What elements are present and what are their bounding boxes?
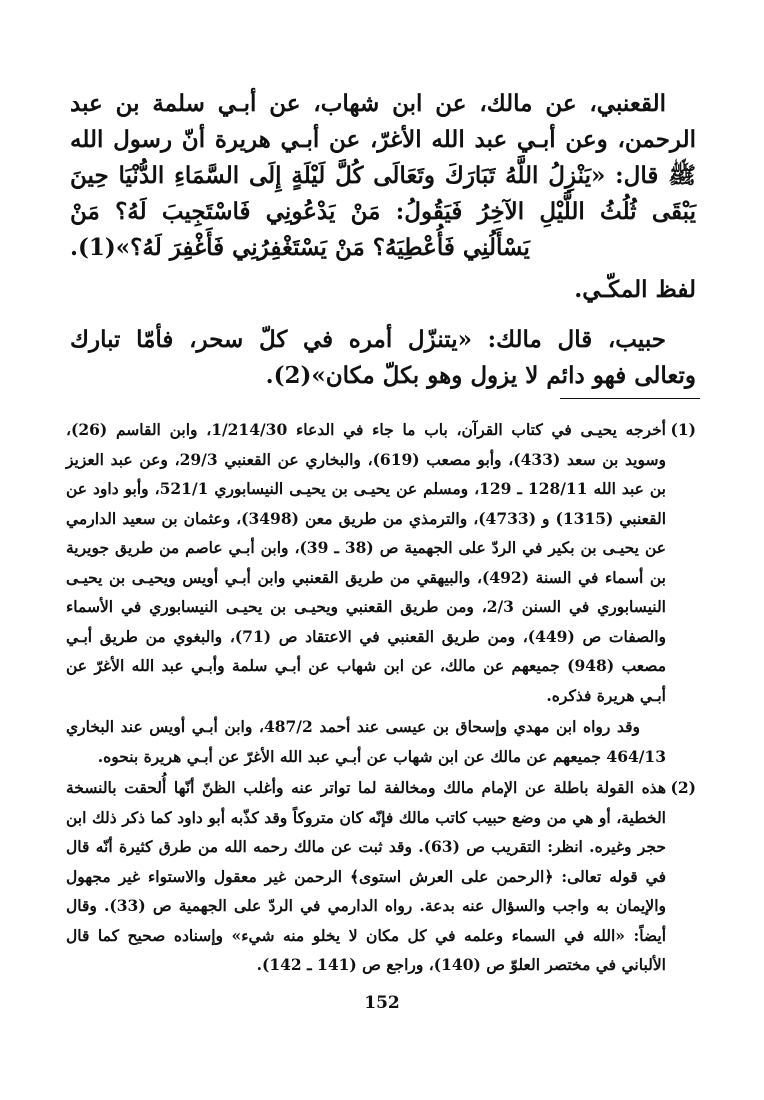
wording-note: لفظ المكّـي. bbox=[574, 276, 696, 303]
footnote-text: أخرجه يحيـى في كتاب القرآن، باب ما جاء في الدعاء 1/214/30، وابن القاسم (26)، وسويد بن سعد (433)، وأبو مصعب (619)، والبخاري عن القعنبي 29/3، وعن عبد العزيز بن عبد الله 128/11 ـ 129، ومسلم عن يحيـى بن يحيـى النيسابوري 521/1، وأبو داود عن القعنبي (1315) و (4733)، والترمذي من طريق معن (3498)، وعثمان بن سعيد الدارمي عن يحيـى بن بكير في الردّ على الجهمية ص (38 ـ 39)، وابن أبـي عاصم من طريق جويرية بن أسماء في السنة (492)، والبيهقي من طريق القعنبي وابن أبـي أويس ويحيـى بن يحيـى النيسابوري في السنن 2/3، ومن طريق القعنبي ويحيـى بن يحيـى النيسابوري في الأسماء والصفات ص (449)، ومن طريق القعنبي في الاعتقاد ص (71)، والبغوي من طريق أبـي مصعب (948) جميعهم عن مالك، عن ابن شهاب عن أبـي سلمة وأبـي عبد الله الأغرّ عن أبـي هريرة فذكره. bbox=[66, 420, 667, 705]
footnote-number: (1) bbox=[670, 420, 696, 439]
footnote-continuation: وقد رواه ابن مهدي وإسحاق بن عيسى عند أحمد 487/2، وابن أبـي أويس عند البخاري 464/13 جميعهم عن مالك عن ابن شهاب عن أبـي عبد الله الأغرّ عن أبـي هريرة بنحوه. bbox=[66, 717, 666, 766]
footnote-text: هذه القولة باطلة عن الإمام مالك ومخالفة لما تواتر عنه وأغلب الظنّ أنّها أُلحقت بالنسخة الخطية، أو هي من وضع حبيب كاتب مالك فإنّه كان متروكاً وقد كذّبه أبو داود كما ذكر ذلك ابن حجر وغيره. انظر: التقريب ص (63). وقد ثبت عن مالك رحمه الله من طرق كثيرة أنّه قال في قوله تعالى: ﴿الرحمن على العرش استوى﴾ الرحمن غير معقول والاستواء غير مجهول والإيمان به واجب والسؤال عنه بدعة. رواه الدارمي في الردّ على الجهمية ص (33). وقال أيضاً: «الله في السماء وعلمه في كل مكان لا يخلو منه شيء» وإسناده صحيح كما قال الألباني في مختصر العلوّ ص (140)، وراجع ص (141 ـ 142). bbox=[66, 778, 666, 974]
page-number: 152 bbox=[364, 993, 400, 1013]
hadith-paragraph: القعنبي، عن مالك، عن ابن شهاب، عن أبـي سلمة بن عبد الرحمن، وعن أبـي عبد الله الأغرّ، عن أبـي هريرة أنّ رسول الله ﷺ قال: «يَنْزِلُ اللَّهُ تَبَارَكَ وتَعَالَى كُلَّ لَيْلَةٍ إِلَى السَّمَاءِ الدُّنْيَا حِينَ يَبْقَى ثُلُثُ اللَّيْلِ الآخِرُ فَيَقُولُ: مَنْ يَدْعُونِي فَاسْتَجِيبَ لَهُ؟ مَنْ يَسْأَلُنِي فَأُعْطِيَهُ؟ مَنْ يَسْتَغْفِرُنِي فَأَغْفِرَ لَهُ؟»(1). bbox=[70, 90, 696, 261]
footnote-number: (2) bbox=[670, 778, 696, 797]
footnotes bbox=[66, 415, 696, 980]
main-text bbox=[70, 86, 696, 394]
footnote-separator bbox=[560, 398, 700, 399]
malik-quote-paragraph: حبيب، قال مالك: «يتنزّل أمره في كلّ سحر، فأمّا تبارك وتعالى فهو دائم لا يزول وهو بكلّ مكان»(2). bbox=[70, 326, 696, 389]
footnote-2 bbox=[66, 773, 696, 980]
footnote-1 bbox=[66, 415, 696, 710]
